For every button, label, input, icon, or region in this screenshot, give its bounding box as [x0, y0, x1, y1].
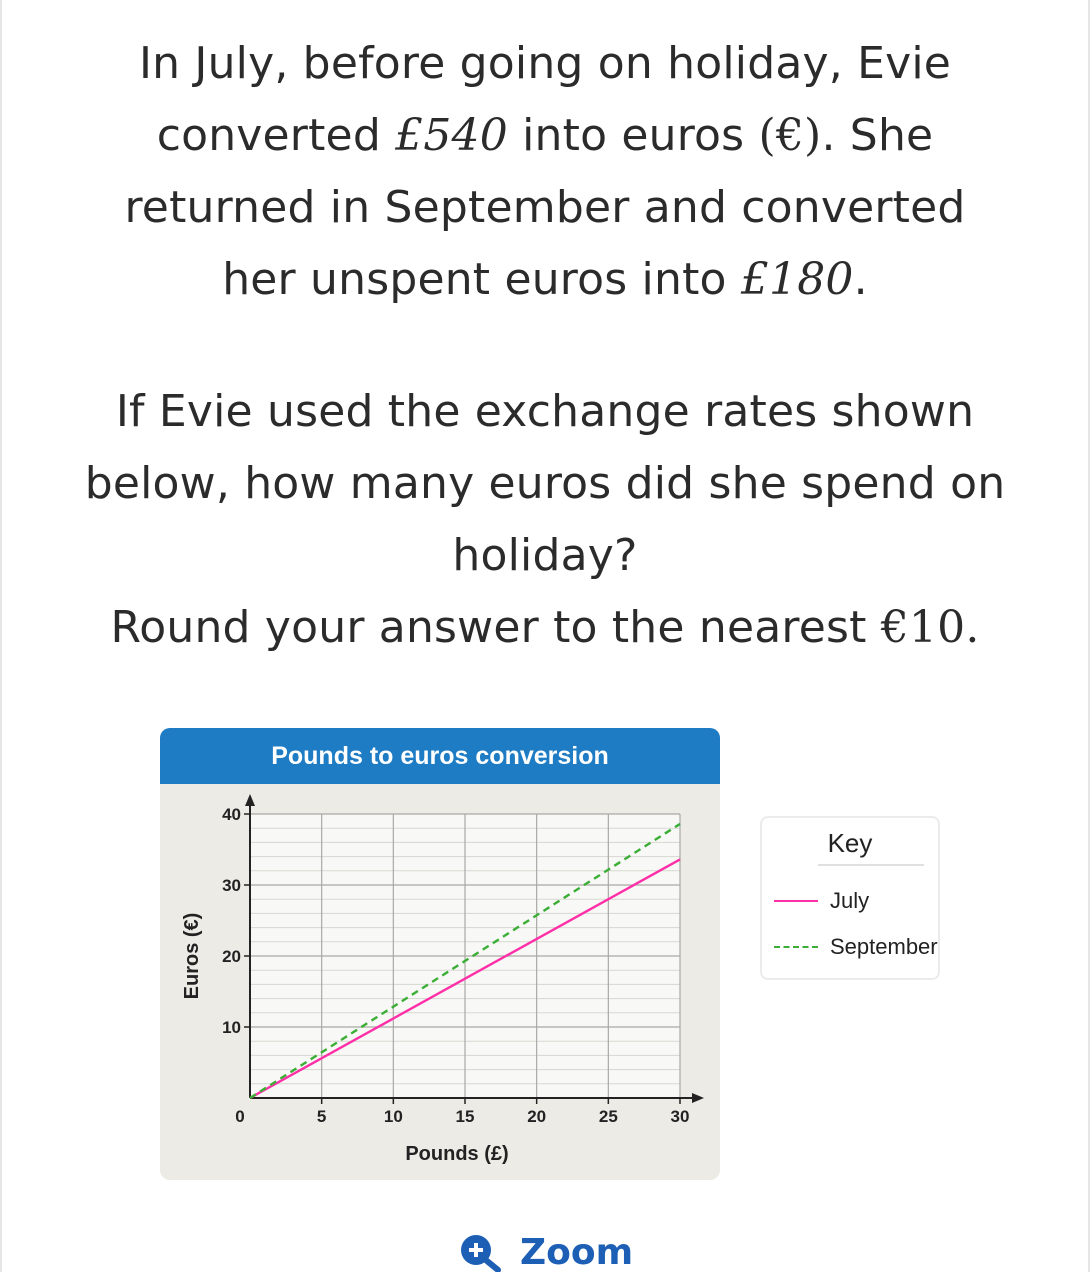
key-swatch-july — [774, 900, 818, 902]
key-title: Key — [827, 828, 873, 858]
key-label-july: July — [830, 888, 870, 913]
question-line-4: her unspent euros into £180. — [222, 254, 868, 305]
x-axis-arrow — [692, 1093, 704, 1103]
question-line-7: holiday? — [452, 530, 638, 581]
x-tick-label: 30 — [670, 1107, 690, 1126]
amount-out: £540 — [395, 110, 508, 161]
y-axis-label: Euros (€) — [181, 912, 203, 1000]
key-divider — [818, 864, 924, 866]
zoom-in-icon — [458, 1232, 502, 1272]
euro-symbol: (€) — [758, 110, 822, 161]
chart-card — [160, 728, 720, 1180]
chart-key — [760, 816, 940, 980]
x-tick-label: 5 — [316, 1107, 327, 1126]
y-tick-label: 30 — [222, 876, 241, 895]
key-label-september: September — [830, 934, 938, 959]
question-line-8: Round your answer to the nearest €10. — [110, 602, 980, 653]
y-tick-label: 40 — [222, 805, 241, 824]
round-value: €10. — [880, 602, 980, 653]
chart-plot — [160, 784, 720, 1180]
x-tick-label: 25 — [598, 1107, 618, 1126]
question-text — [0, 28, 1090, 664]
chart-title: Pounds to euros conversion — [160, 728, 720, 784]
x-tick-label: 10 — [383, 1107, 403, 1126]
question-line-2: converted £540 into euros (€). She — [156, 110, 934, 161]
key-row-september — [762, 932, 938, 962]
x-tick-label: 0 — [235, 1107, 245, 1126]
question-line-6: below, how many euros did she spend on — [84, 458, 1006, 509]
key-swatch-september — [774, 946, 818, 948]
amount-back: £180 — [740, 254, 854, 305]
x-tick-label: 20 — [527, 1107, 547, 1126]
zoom-label: Zoom — [520, 1231, 634, 1273]
question-line-5: If Evie used the exchange rates shown — [115, 386, 975, 437]
question-line-1: In July, before going on holiday, Evie — [138, 38, 952, 89]
key-row-july — [762, 886, 938, 916]
question-line-3: returned in September and converted — [124, 182, 966, 233]
x-axis-label: Pounds (£) — [405, 1143, 509, 1165]
y-tick-label: 10 — [222, 1018, 241, 1037]
zoom-button[interactable] — [458, 1232, 633, 1272]
y-axis-arrow — [245, 794, 255, 806]
y-tick-label: 20 — [222, 947, 241, 966]
x-tick-label: 15 — [455, 1107, 475, 1126]
